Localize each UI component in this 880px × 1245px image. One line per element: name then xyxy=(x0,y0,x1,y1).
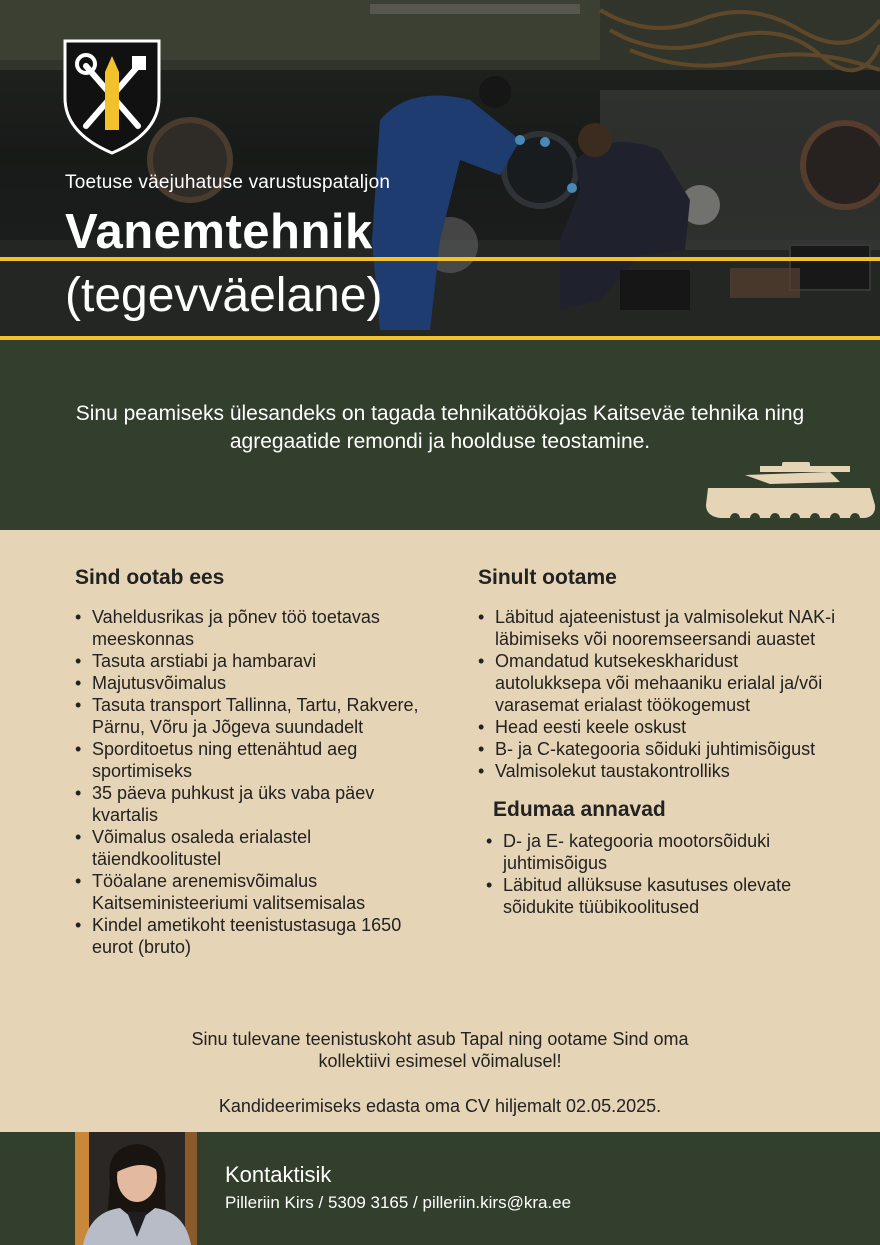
advantages-list xyxy=(486,830,838,918)
list-item: • Läbitud ajateenistust ja valmisolekut NAK-i läbimiseks või nooremseersandi auastet xyxy=(478,606,838,650)
list-item: • Vaheldusrikas ja põnev töö toetavas meeskonnas xyxy=(75,606,435,650)
list-item: • Tasuta arstiabi ja hambaravi xyxy=(75,650,435,672)
contact-footer xyxy=(0,1132,880,1245)
list-item: • Kindel ametikoht teenistustasuga 1650 eurot (bruto) xyxy=(75,914,435,958)
list-item: • Head eesti keele oskust xyxy=(478,716,838,738)
list-item: • B- ja C-kategooria sõiduki juhtimisõigust xyxy=(478,738,838,760)
offer-list xyxy=(75,606,435,958)
list-item: • Tasuta transport Tallinna, Tartu, Rakvere, Pärnu, Võru ja Jõgeva suundadelt xyxy=(75,694,435,738)
hero-banner xyxy=(0,0,880,340)
job-subtitle: (tegevväelane) xyxy=(65,269,383,322)
list-item: • Majutusvõimalus xyxy=(75,672,435,694)
list-item: • D- ja E- kategooria mootorsõiduki juhtimisõigus xyxy=(486,830,838,874)
offer-heading: Sind ootab ees xyxy=(75,566,225,589)
list-item: • Omandatud kutsekeskharidust autolukksepa või mehaaniku erialal ja/või varasemat erialast töökogemust xyxy=(478,650,838,716)
tank-silhouette-icon xyxy=(700,450,880,530)
battalion-emblem-icon xyxy=(62,38,162,156)
closing-location-line-2: kollektiivi esimesel võimalusel! xyxy=(318,1051,562,1071)
advantages-heading: Edumaa annavad xyxy=(493,798,666,821)
requirements-heading: Sinult ootame xyxy=(478,566,617,589)
list-item: • Valmisolekut taustakontrolliks xyxy=(478,760,838,782)
list-item: • 35 päeva puhkust ja üks vaba päev kvartalis xyxy=(75,782,435,826)
contact-title: Kontaktisik xyxy=(225,1162,332,1187)
contact-details: Pilleriin Kirs / 5309 3165 / pilleriin.kirs@kra.ee xyxy=(225,1193,572,1212)
requirements-list xyxy=(478,606,838,782)
list-item: • Sporditoetus ning ettenähtud aeg sportimiseks xyxy=(75,738,435,782)
closing-deadline: Kandideerimiseks edasta oma CV hiljemalt 02.05.2025. xyxy=(218,1096,662,1116)
intro-text: Sinu peamiseks ülesandeks on tagada tehnikatöökojas Kaitseväe tehnika ning agregaatide remondi ja hoolduse teostamine. xyxy=(75,402,805,453)
closing-location-line-1: Sinu tulevane teenistuskoht asub Tapal ning ootame Sind oma xyxy=(191,1029,689,1049)
job-title: Vanemtehnik xyxy=(65,205,373,259)
closing-location xyxy=(40,1028,840,1072)
list-item: • Võimalus osaleda erialastel täiendkoolitustel xyxy=(75,826,435,870)
list-item: • Läbitud allüksuse kasutuses olevate sõidukite tüübikoolitused xyxy=(486,874,838,918)
offer-section xyxy=(75,566,435,958)
unit-name: Toetuse väejuhatuse varustuspataljon xyxy=(65,172,391,193)
intro-section xyxy=(0,340,880,530)
contact-person-portrait xyxy=(75,1132,197,1245)
requirements-section xyxy=(478,566,838,918)
list-item: • Tööalane arenemisvõimalus Kaitseministeeriumi valitsemisalas xyxy=(75,870,435,914)
